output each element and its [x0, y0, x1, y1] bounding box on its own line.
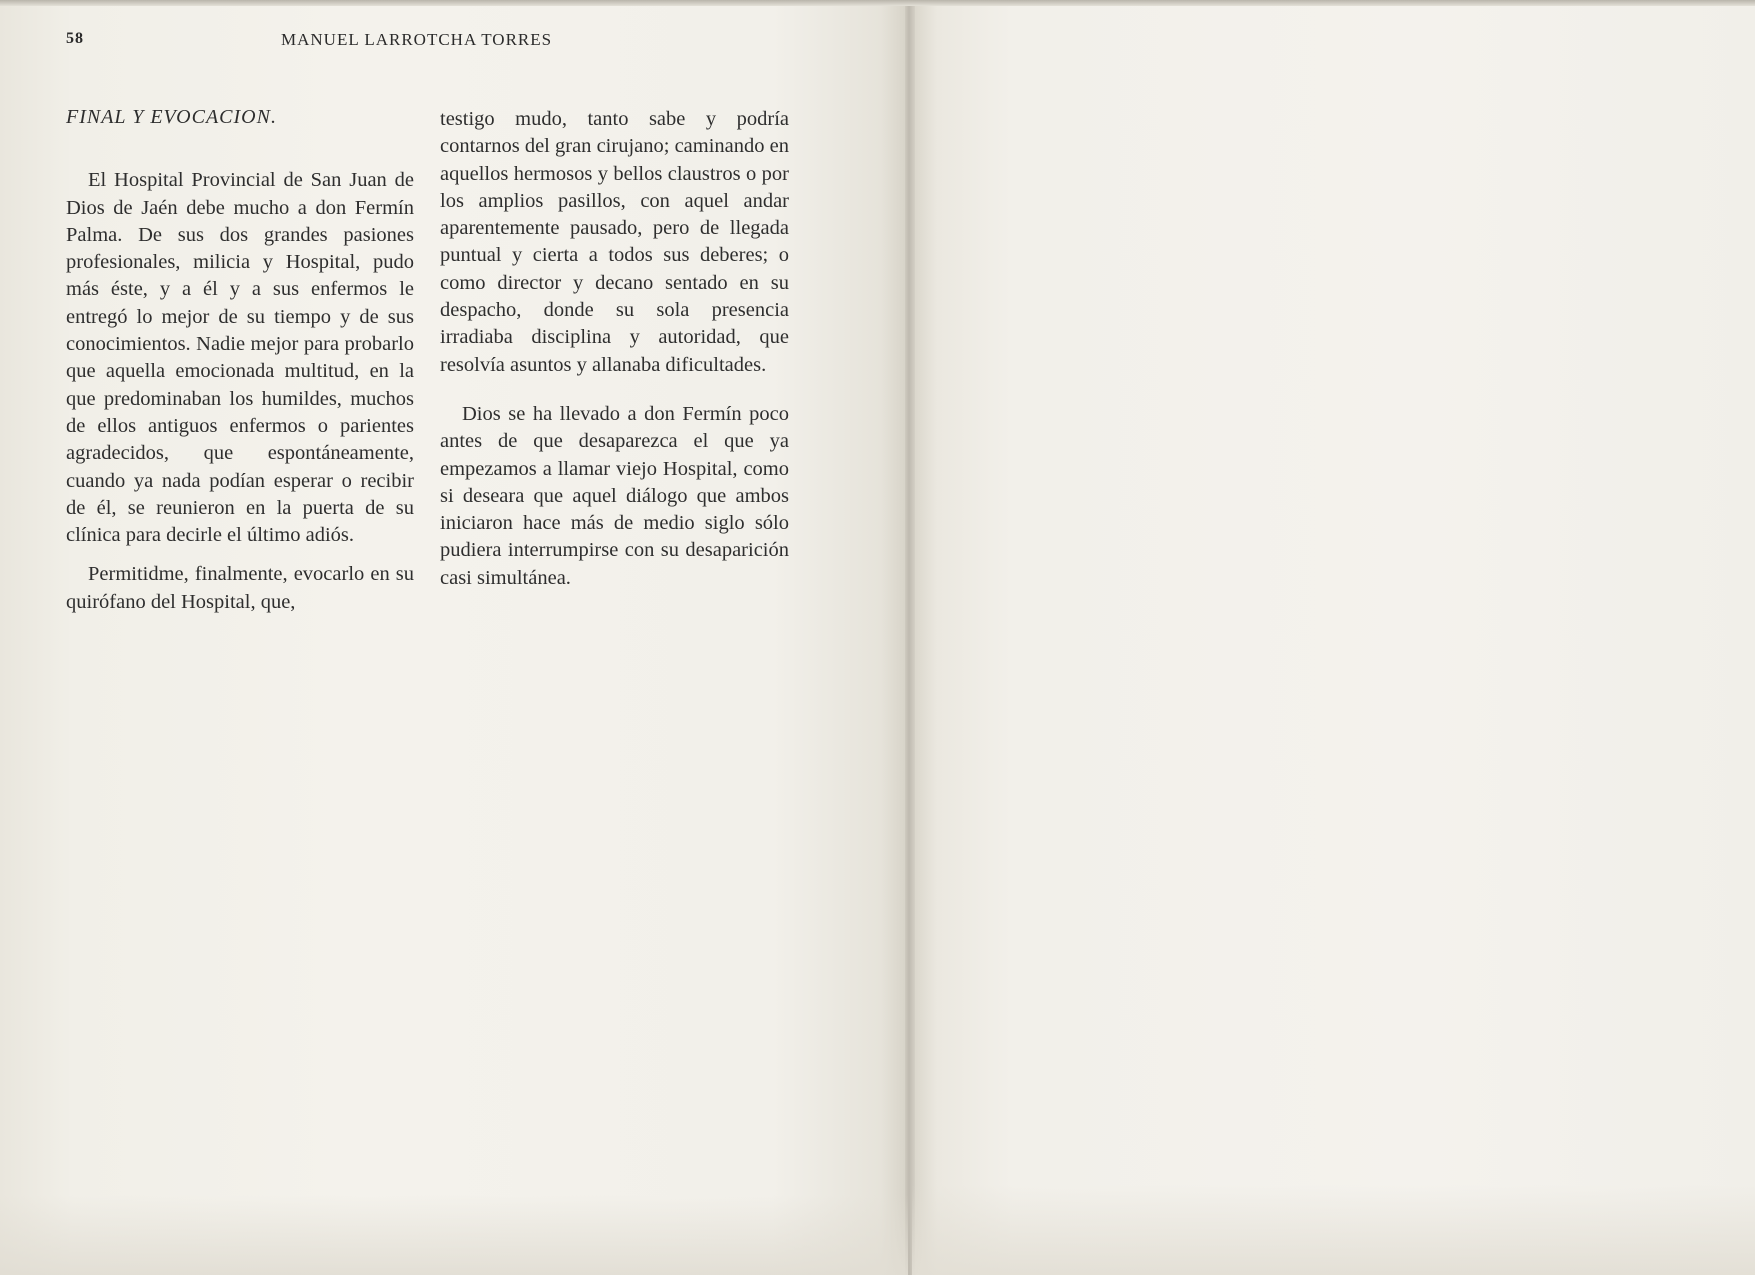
top-edge	[0, 0, 1755, 6]
page-shadow	[0, 1195, 908, 1275]
paragraph: Dios se ha llevado a don Fermín poco antes de que desaparezca el que ya empezamos a llamar viejo Hospital, como si deseara que aquel diálogo que ambos iniciaron hace más de medio siglo sólo pudiera interrumpirse con su desaparición casi simultánea.	[440, 402, 789, 589]
text-column-right	[440, 106, 789, 604]
text-column-left	[66, 104, 414, 628]
book-gutter	[905, 0, 915, 1275]
paragraph: testigo mudo, tanto sabe y podría contarnos del gran cirujano; caminando en aquellos hermosos y bellos claustros o por los amplios pasillos, con aquel andar aparentemente pausado, pero de llegada puntual y cierta a todos sus deberes; o como director y decano sentado en su despacho, donde su sola presencia irradiaba disciplina y autoridad, que resolvía asuntos y allanaba dificultades.	[440, 108, 789, 376]
author-name: MANUEL LARROTCHA TORRES	[281, 30, 553, 49]
page-shadow	[912, 1185, 1755, 1275]
section-title: FINAL Y EVOCACION.	[66, 106, 277, 128]
paragraph: El Hospital Provincial de San Juan de Dios de Jaén debe mucho a don Fermín Palma. De sus dos grandes pasiones profesionales, milicia y Hospital, pudo más éste, y a él y a sus enfermos le entregó lo mejor de su tiempo y de sus conocimientos. Nadie mejor para probarlo que aquella emocionada multitud, en la que predominaban los humildes, muchos de ellos antiguos enfermos o parientes agradecidos, que espontáneamente, cuando ya nada podían esperar o recibir de él, se reunieron en la puerta de su clínica para decirle el último adiós.	[66, 169, 414, 547]
paragraph: Permitidme, finalmente, evocarlo en su quirófano del Hospital, que,	[66, 563, 414, 613]
right-page-blank	[912, 0, 1755, 1275]
page-number: 58	[66, 30, 84, 47]
